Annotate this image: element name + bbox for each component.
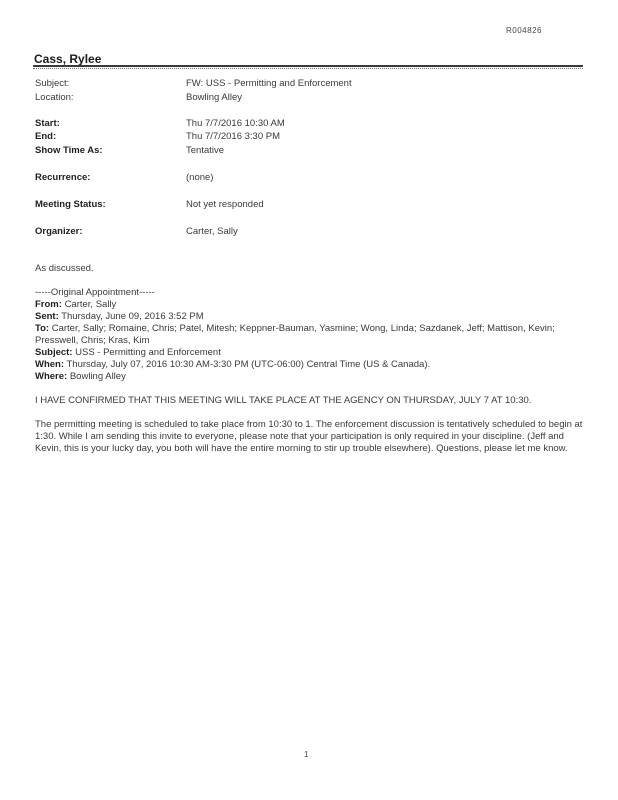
fwd-from-line <box>35 299 585 311</box>
organizer-label: Organizer: <box>35 226 83 237</box>
page-number: 1 <box>304 750 309 759</box>
fwd-sent-value: Thursday, June 09, 2016 3:52 PM <box>61 311 204 322</box>
meeting-status-value: Not yet responded <box>186 199 264 210</box>
fwd-subject-line <box>35 347 585 359</box>
original-appointment-heading: -----Original Appointment----- <box>35 287 155 298</box>
recurrence-label: Recurrence: <box>35 172 91 183</box>
intro-text: As discussed. <box>35 263 94 274</box>
fwd-to-value: Carter, Sally; Romaine, Chris; Patel, Mitesh; Keppner-Bauman, Yasmine; Wong, Linda; Sazdanek, Jeff; Mattison, Kevin; Presswell, Chris; Kras, Kim <box>35 323 555 346</box>
fwd-where-value: Bowling Alley <box>69 371 126 382</box>
forwarded-header <box>35 299 585 383</box>
fwd-sent-line <box>35 311 585 323</box>
fwd-to-label: To: <box>35 323 50 334</box>
header-divider <box>33 65 583 69</box>
start-label: Start: <box>35 118 60 129</box>
subject-value: FW: USS - Permitting and Enforcement <box>186 78 352 89</box>
organizer-value: Carter, Sally <box>186 226 238 237</box>
fwd-subject-label: Subject: <box>35 347 73 358</box>
fwd-subject-value: USS - Permitting and Enforcement <box>75 347 221 358</box>
end-label: End: <box>35 131 57 142</box>
location-label: Location: <box>35 92 74 103</box>
meeting-status-label: Meeting Status: <box>35 199 106 210</box>
fwd-when-value: Thursday, July 07, 2016 10:30 AM-3:30 PM (UTC-06:00) Central Time (US & Canada). <box>66 359 431 370</box>
fwd-where-line <box>35 371 585 383</box>
recurrence-value: (none) <box>186 172 214 183</box>
start-value: Thu 7/7/2016 10:30 AM <box>186 118 285 129</box>
fwd-sent-label: Sent: <box>35 311 59 322</box>
message-body <box>35 263 585 455</box>
fwd-from-value: Carter, Sally <box>64 299 117 310</box>
fwd-when-label: When: <box>35 359 65 370</box>
show-time-as-value: Tentative <box>186 145 225 156</box>
fwd-to-line <box>35 323 585 347</box>
fwd-where-label: Where: <box>35 371 68 382</box>
meeting-details-paragraph: The permitting meeting is scheduled to take place from 10:30 to 1. The enforcement discussion is tentatively scheduled to begin at 1:30. While I am sending this invite to everyone, please note that your participation is only required in your discipline. (Jeff and Kevin, this is your lucky day, you both will have the entire morning to stir up trouble elsewhere). Questions, please let me know. <box>35 419 583 454</box>
fwd-when-line <box>35 359 585 371</box>
confirmation-notice: I HAVE CONFIRMED THAT THIS MEETING WILL TAKE PLACE AT THE AGENCY ON THURSDAY, JULY 7 AT 10:30. <box>35 395 532 406</box>
subject-label: Subject: <box>35 78 70 89</box>
fwd-from-label: From: <box>35 299 62 310</box>
location-value: Bowling Alley <box>186 92 242 103</box>
show-time-as-label: Show Time As: <box>35 145 103 156</box>
mailbox-owner-name: Cass, Rylee <box>34 52 102 66</box>
document-id: R004826 <box>506 26 542 35</box>
end-value: Thu 7/7/2016 3:30 PM <box>186 131 281 142</box>
